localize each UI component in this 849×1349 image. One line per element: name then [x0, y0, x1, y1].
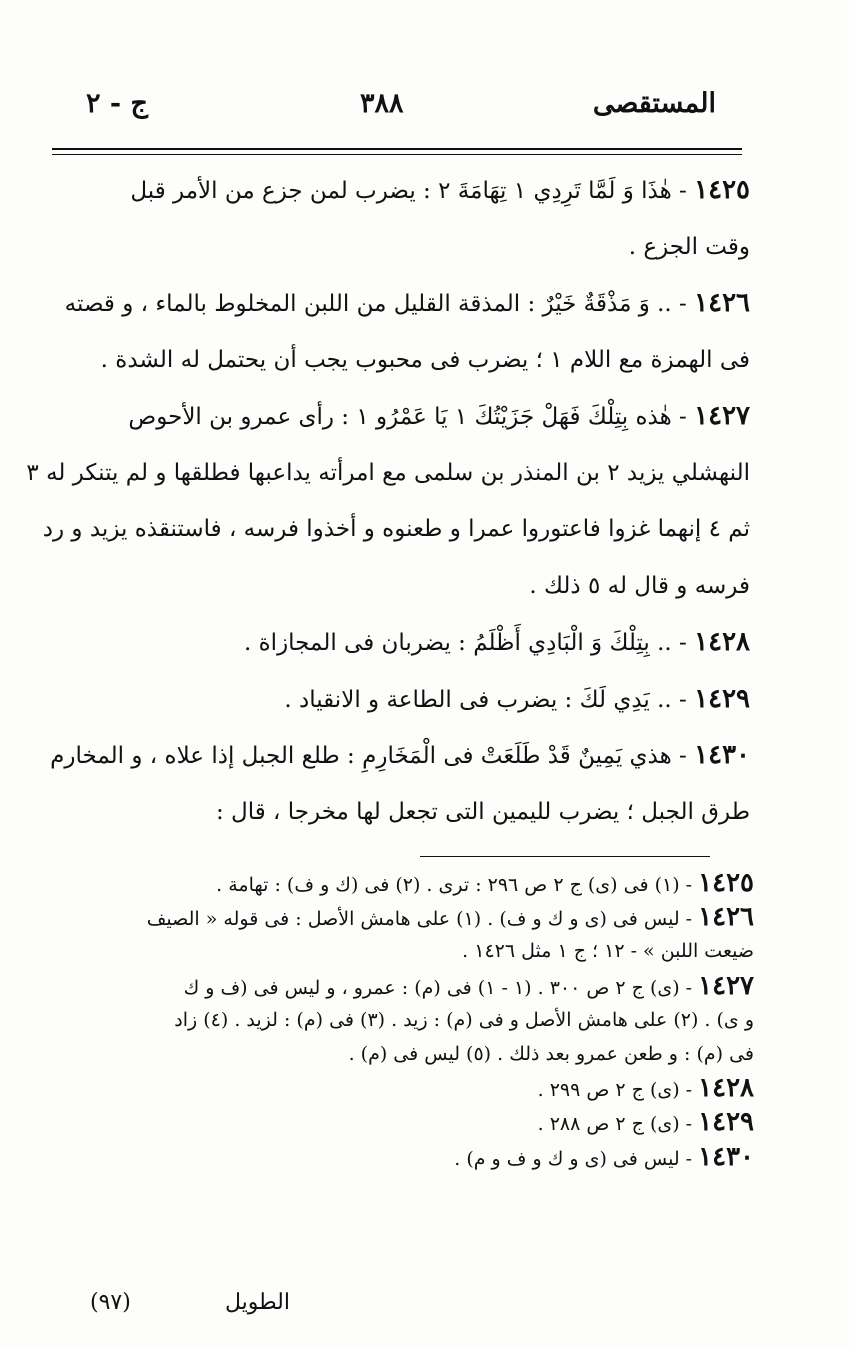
line-text: - هٰذَا وَ لَمَّا تَرِدِي ١ تِهَامَةَ ٢ : يضرب لمن جزع من الأمر قبل: [130, 178, 695, 204]
footnote-line: [64, 969, 754, 1003]
page-footer: [90, 1290, 290, 1326]
footnote-line: [64, 1037, 754, 1071]
book-title: المستقصى: [592, 88, 716, 119]
footnote-line: [64, 1140, 754, 1174]
line-text: - (ى) ج ٢ ص ٢٩٩ .: [537, 1079, 699, 1102]
text-line: [68, 558, 750, 615]
text-line: [68, 332, 750, 389]
line-text: النهشلي يزيد ٢ بن المنذر بن سلمى مع امرأته يداعبها فطلقها و لم يتنكر له ٣: [26, 459, 750, 486]
text-line: [50, 727, 750, 784]
line-text: طرق الجبل ؛ يضرب لليمين التى تجعل لها مخرجا ، قال :: [215, 798, 750, 825]
footnote-line: [64, 1105, 754, 1139]
volume-label: ج - ٢: [86, 88, 148, 119]
text-line: [68, 388, 750, 445]
meter-label: الطويل: [224, 1290, 290, 1315]
entry-number: ١٤٢٩: [698, 1107, 754, 1138]
header-rule-thick: [52, 148, 742, 150]
text-line: [68, 614, 750, 671]
line-text: - .. بِتِلْكَ وَ الْبَادِي أَظْلَمُ : يضربان فى المجازاة .: [244, 630, 695, 656]
entry-number: ١٤٢٧: [698, 970, 754, 1001]
footnotes: [64, 866, 754, 1174]
line-text: ضيعت اللبن » - ١٢ ؛ ج ١ مثل ١٤٢٦ .: [462, 940, 754, 963]
entry-number: ١٤٣٠: [698, 1141, 754, 1172]
header-rule-thin: [52, 154, 742, 155]
line-text: فرسه و قال له ٥ ذلك .: [529, 572, 750, 599]
footnote-line: [64, 1071, 754, 1105]
line-text: - ليس فى (ى و ك و ف) . (١) على هامش الأصل : فى قوله « الصيف: [146, 908, 699, 931]
text-line: [42, 501, 750, 558]
footnote-line: [64, 900, 754, 934]
entry-number: ١٤٢٩: [694, 683, 750, 714]
line-text: و ى) . (٢) على هامش الأصل و فى (م) : زيد . (٣) فى (م) : لزيد . (٤) زاد: [174, 1008, 754, 1031]
entry-number: ١٤٢٧: [694, 401, 750, 431]
line-text: - هذي يَمِينٌ قَدْ طَلَعَتْ فى الْمَخَارِمِ : طلع الجبل إذا علاه ، و المخارم: [50, 743, 695, 769]
entry-number: ١٤٢٥: [698, 868, 754, 898]
page-number: ٣٨٨: [360, 88, 404, 119]
footnote-line: [64, 934, 754, 968]
line-text: - (ى) ج ٢ ص ٣٠٠ . (١ - ١) فى (م) : عمرو ، و ليس فى (ف و ك: [183, 976, 699, 999]
line-text: ثم ٤ إنهما غزوا فاعتوروا عمرا و طعنوه و أخذوا فرسه ، فاستنقذه يزيد و رد: [42, 516, 750, 542]
line-text: - (ى) ج ٢ ص ٢٨٨ .: [537, 1113, 699, 1136]
text-line: [64, 275, 750, 332]
entry-number: ١٤٣٠: [694, 740, 750, 770]
entry-number: ١٤٢٨: [698, 1073, 754, 1104]
footnote-line: [64, 1003, 754, 1037]
entry-number: ١٤٢٥: [694, 175, 750, 205]
text-line: [26, 445, 750, 502]
line-text: - (١) فى (ى) ج ٢ ص ٢٩٦ : ترى . (٢) فى (ك و ف) : تهامة .: [216, 874, 699, 896]
line-text: فى الهمزة مع اللام ١ ؛ يضرب فى محبوب يجب أن يحتمل له الشدة .: [100, 346, 750, 373]
line-text: - ليس فى (ى و ك و ف و م) .: [454, 1147, 699, 1170]
text-line: [68, 162, 750, 219]
entry-number: ١٤٢٦: [694, 288, 750, 318]
footnote-line: [64, 866, 754, 900]
proverbs-text: [26, 162, 750, 840]
line-text: وقت الجزع .: [628, 233, 750, 260]
page-header: [70, 88, 716, 128]
signature-mark: (٩٧): [90, 1290, 131, 1315]
footnote-separator: [420, 856, 710, 857]
line-text: فى (م) : و طعن عمرو بعد ذلك . (٥) ليس فى (م) .: [348, 1042, 754, 1065]
line-text: - .. وَ مَذْقَةٌ خَيْرٌ : المذقة القليل من اللبن المخلوط بالماء ، و قصته: [64, 291, 695, 317]
entry-number: ١٤٢٦: [698, 902, 754, 933]
line-text: - هٰذه بِتِلْكَ فَهَلْ جَزَيْتُكَ ١ يَا عَمْرُو ١ : رأى عمرو بن الأحوص: [128, 404, 695, 430]
text-line: [68, 784, 750, 841]
line-text: - .. يَدِي لَكَ : يضرب فى الطاعة و الانقياد .: [284, 686, 695, 713]
text-line: [68, 671, 750, 728]
entry-number: ١٤٢٨: [694, 627, 750, 657]
text-line: [68, 219, 750, 276]
